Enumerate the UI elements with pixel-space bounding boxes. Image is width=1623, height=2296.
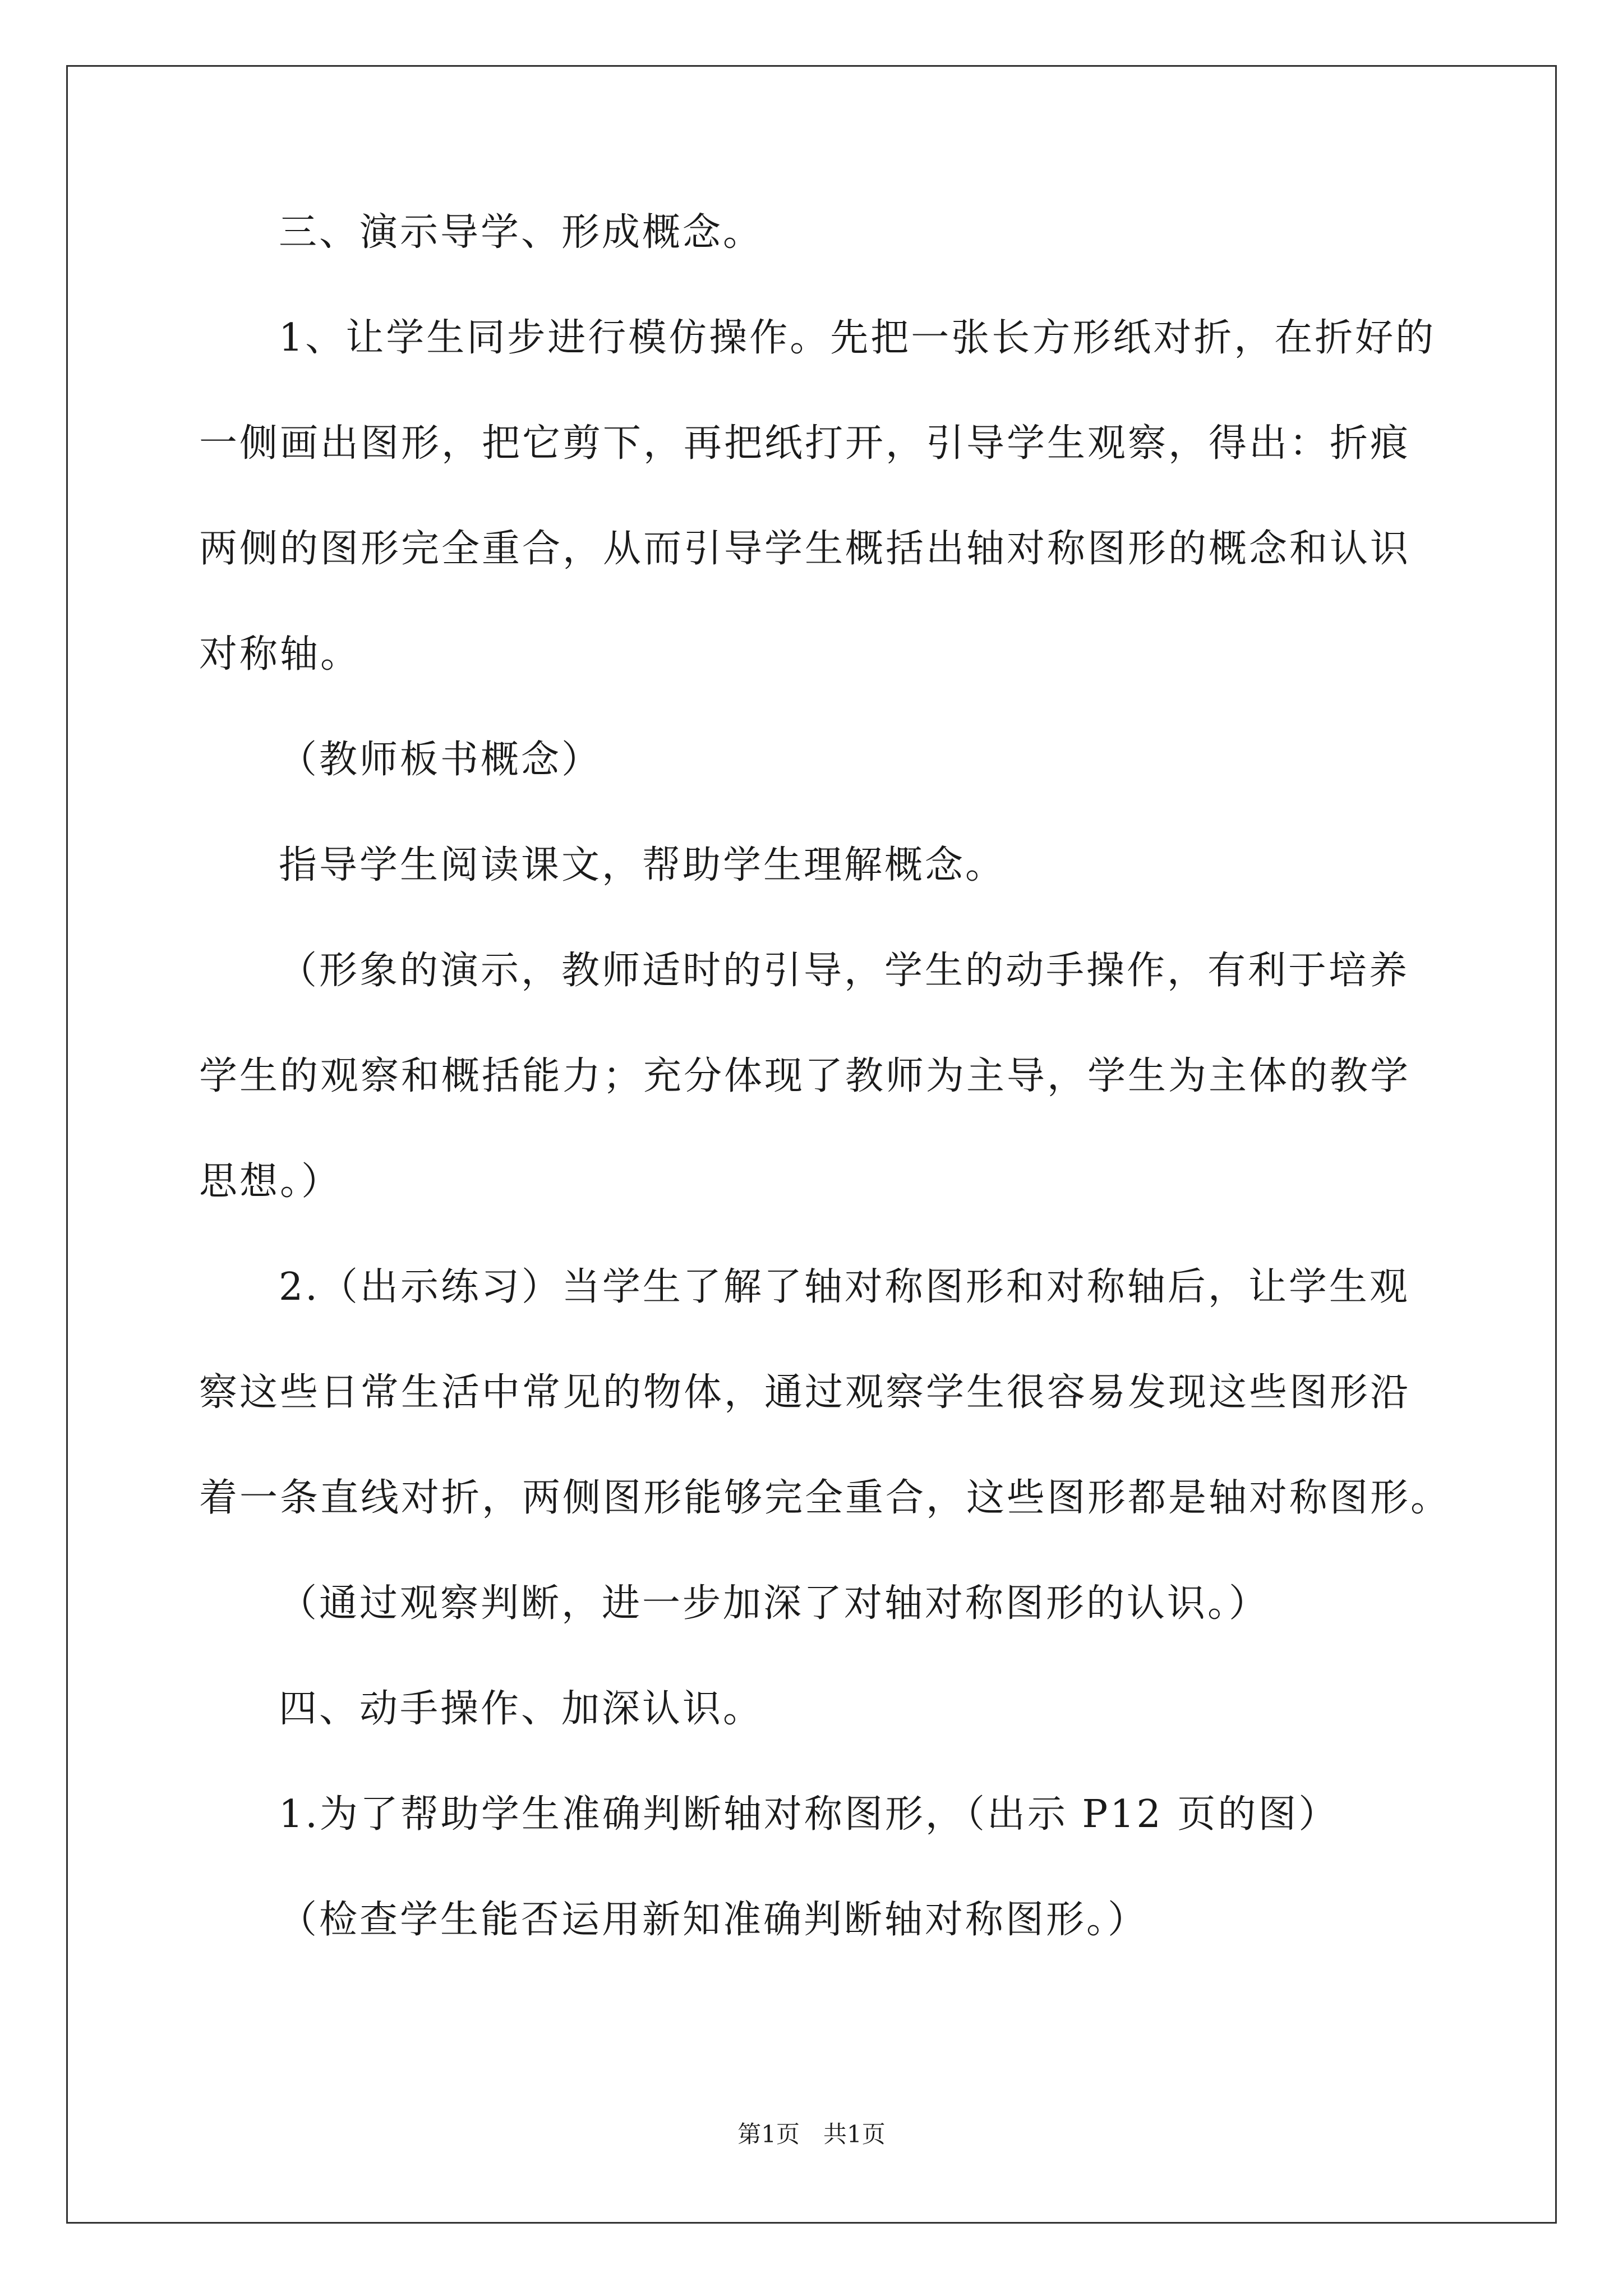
paragraph-line: 着一条直线对折，两侧图形能够完全重合，这些图形都是轴对称图形。 [199, 1476, 1451, 1520]
paragraph-line: 1、让学生同步进行模仿操作。先把一张长方形纸对折，在折好的 [279, 316, 1436, 360]
section-heading-4: 四、动手操作、加深认识。 [279, 1687, 764, 1731]
paragraph-line: 1.为了帮助学生准确判断轴对称图形，（出示 P12 页的图） [279, 1792, 1339, 1837]
paragraph-line: 思想。） [199, 1159, 342, 1204]
paragraph-line: 一侧画出图形，把它剪下，再把纸打开，引导学生观察，得出：折痕 [199, 421, 1411, 466]
paragraph-line: 2.（出示练习）当学生了解了轴对称图形和对称轴后，让学生观 [279, 1265, 1410, 1309]
paragraph-line: （形象的演示，教师适时的引导，学生的动手操作，有利于培养 [279, 949, 1410, 993]
paragraph-line: 学生的观察和概括能力；充分体现了教师为主导，学生为主体的教学 [199, 1054, 1411, 1098]
paragraph-line: 对称轴。 [199, 632, 361, 677]
paragraph-line: （教师板书概念） [279, 738, 602, 782]
page-number-footer: 第1页 共1页 [737, 2120, 886, 2148]
paragraph-line: 两侧的图形完全重合，从而引导学生概括出轴对称图形的概念和认识 [199, 527, 1411, 571]
paragraph-line: （通过观察判断，进一步加深了对轴对称图形的认识。） [279, 1581, 1270, 1626]
paragraph-line: （检查学生能否运用新知准确判断轴对称图形。） [279, 1898, 1149, 1942]
paragraph-line: 察这些日常生活中常见的物体，通过观察学生很容易发现这些图形沿 [199, 1370, 1411, 1415]
section-heading-3: 三、演示导学、形成概念。 [279, 210, 764, 255]
paragraph-line: 指导学生阅读课文，帮助学生理解概念。 [279, 843, 1006, 887]
